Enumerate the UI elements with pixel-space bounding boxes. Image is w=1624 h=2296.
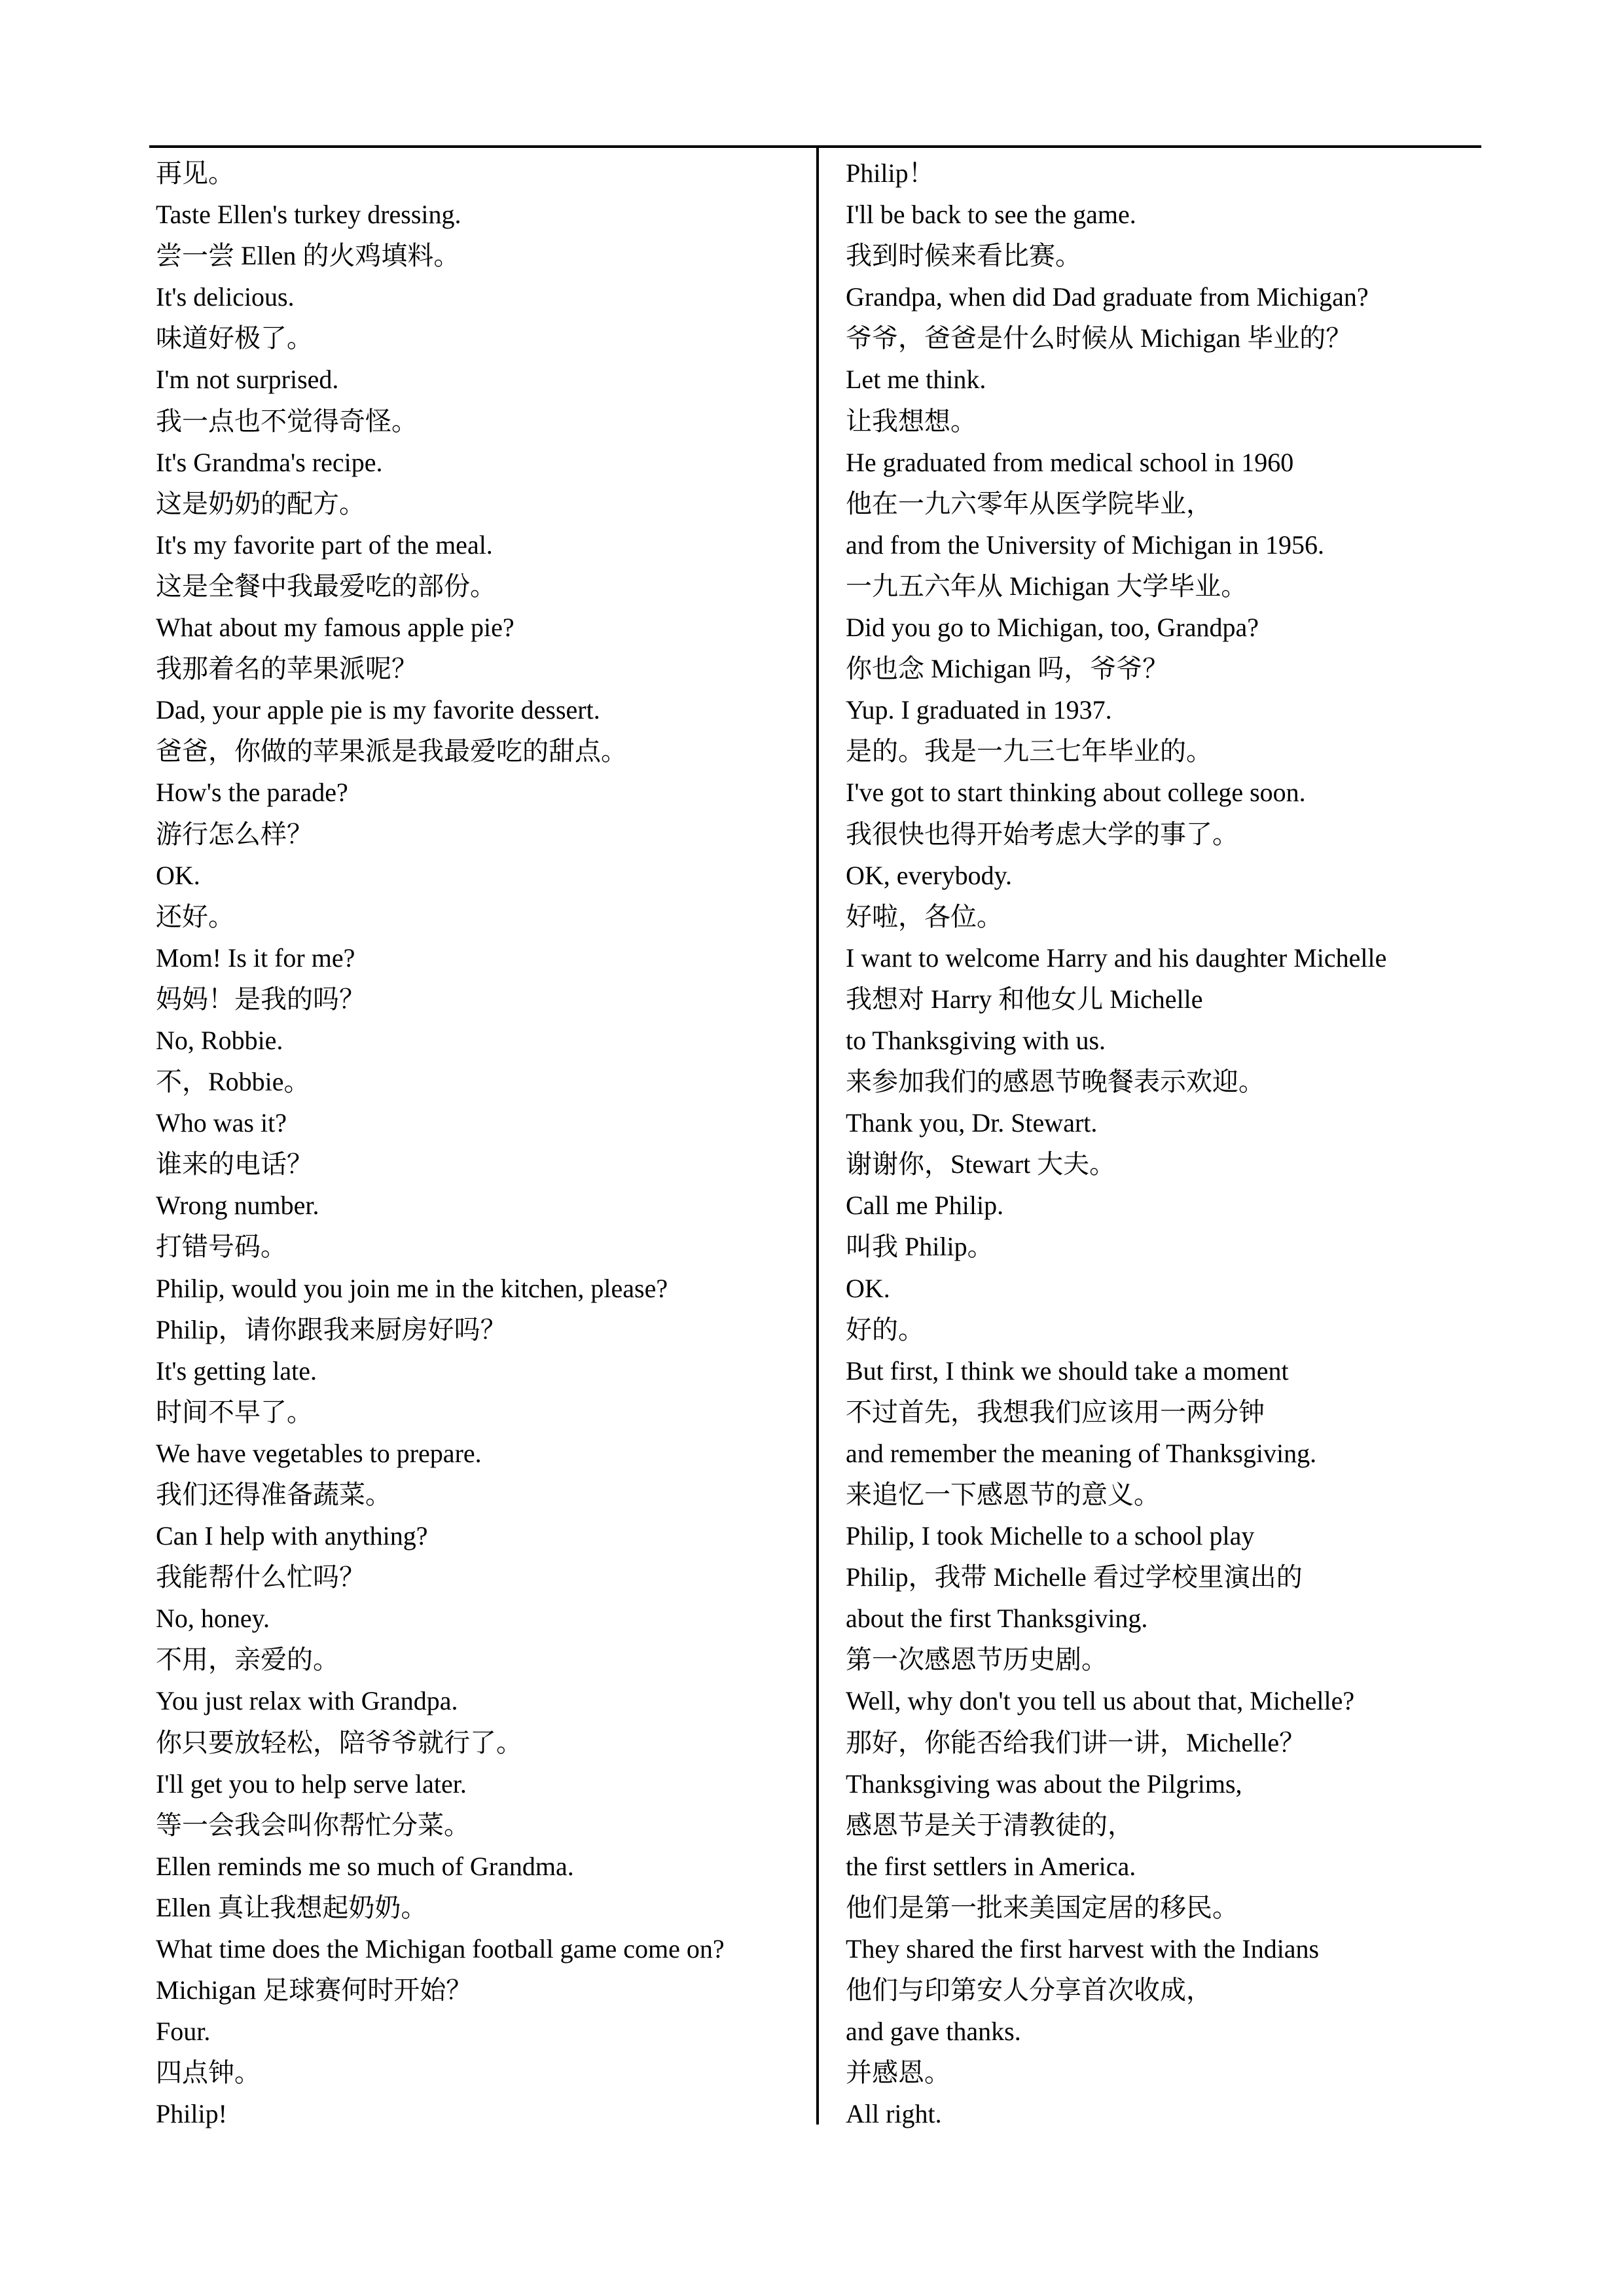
dialogue-line: Call me Philip. (846, 1191, 1004, 1221)
dialogue-line: 并感恩。 (846, 2058, 950, 2088)
dialogue-line: 我能帮什么忙吗？ (156, 1562, 365, 1592)
dialogue-line: I'll get you to help serve later. (156, 1768, 467, 1799)
dialogue-line: 好啦，各位。 (846, 901, 1003, 931)
dialogue-line: It's getting late. (156, 1355, 317, 1386)
dialogue-line: 那好，你能否给我们讲一讲，Michelle？ (846, 1727, 1306, 1757)
dialogue-line: 四点钟。 (156, 2058, 261, 2088)
dialogue-line: Philip, I took Michelle to a school play (846, 1521, 1255, 1551)
dialogue-line: 你只要放轻松，陪爷爷就行了。 (156, 1727, 522, 1757)
dialogue-line: We have vegetables to prepare. (156, 1438, 482, 1468)
dialogue-line: 等一会我会叫你帮忙分菜。 (156, 1810, 470, 1840)
dialogue-line: Let me think. (846, 365, 986, 395)
dialogue-line: Ellen reminds me so much of Grandma. (156, 1851, 574, 1881)
dialogue-line: I'm not surprised. (156, 365, 339, 395)
dialogue-line: OK, everybody. (846, 860, 1013, 890)
dialogue-line: Grandpa, when did Dad graduate from Michigan? (846, 282, 1369, 312)
dialogue-line: 他在一九六零年从医学院毕业， (846, 488, 1212, 518)
dialogue-line: You just relax with Grandpa. (156, 1686, 458, 1716)
dialogue-line: 我想对 Harry 和他女儿 Michelle (846, 984, 1203, 1014)
dialogue-line: I'll be back to see the game. (846, 200, 1136, 230)
dialogue-line: Philip！ (846, 158, 935, 188)
dialogue-line: No, honey. (156, 1604, 270, 1634)
dialogue-line: Thanksgiving was about the Pilgrims, (846, 1768, 1242, 1799)
dialogue-line: 他们是第一批来美国定居的移民。 (846, 1892, 1238, 1922)
dialogue-line: about the first Thanksgiving. (846, 1604, 1148, 1634)
dialogue-line: 来参加我们的感恩节晚餐表示欢迎。 (846, 1067, 1265, 1097)
dialogue-line: Well, why don't you tell us about that, Michelle? (846, 1686, 1355, 1716)
dialogue-line: How's the parade? (156, 778, 348, 808)
dialogue-line: 爷爷，爸爸是什么时候从 Michigan 毕业的？ (846, 323, 1352, 353)
dialogue-line: Philip，我带 Michelle 看过学校里演出的 (846, 1562, 1303, 1592)
dialogue-line: But first, I think we should take a moment (846, 1355, 1289, 1386)
dialogue-line: Who was it? (156, 1108, 287, 1138)
dialogue-line: and gave thanks. (846, 2017, 1021, 2047)
dialogue-line: 我一点也不觉得奇怪。 (156, 406, 418, 436)
left-column (156, 152, 804, 2135)
dialogue-line: 我到时候来看比赛。 (846, 241, 1081, 271)
dialogue-line: 我很快也得开始考虑大学的事了。 (846, 819, 1238, 849)
dialogue-line: Dad, your apple pie is my favorite dessert. (156, 695, 600, 725)
dialogue-line: Philip! (156, 2099, 227, 2129)
dialogue-line: Yup. I graduated in 1937. (846, 695, 1112, 725)
dialogue-line: Philip, would you join me in the kitchen, please? (156, 1273, 668, 1303)
dialogue-line: 是的。我是一九三七年毕业的。 (846, 736, 1212, 766)
dialogue-line: It's Grandma's recipe. (156, 447, 383, 477)
dialogue-line: OK. (156, 860, 200, 890)
dialogue-line: Did you go to Michigan, too, Grandpa? (846, 613, 1259, 643)
column-divider (816, 147, 819, 2125)
dialogue-line: 一九五六年从 Michigan 大学毕业。 (846, 571, 1248, 601)
dialogue-line: 来追忆一下感恩节的意义。 (846, 1480, 1160, 1509)
dialogue-line: Philip，请你跟我来厨房好吗？ (156, 1314, 507, 1344)
dialogue-line: Taste Ellen's turkey dressing. (156, 200, 461, 230)
right-column (846, 152, 1474, 2135)
dialogue-line: I've got to start thinking about college soon. (846, 778, 1306, 808)
dialogue-line: It's delicious. (156, 282, 295, 312)
dialogue-line: 感恩节是关于清教徒的， (846, 1810, 1134, 1840)
dialogue-line: Ellen 真让我想起奶奶。 (156, 1892, 427, 1922)
dialogue-line: 游行怎么样？ (156, 819, 313, 849)
dialogue-line: What time does the Michigan football game come on? (156, 1934, 725, 1964)
dialogue-line: 我们还得准备蔬菜。 (156, 1480, 391, 1509)
dialogue-line: 不，Robbie。 (156, 1067, 310, 1097)
top-rule (149, 145, 1481, 148)
dialogue-line: 尝一尝 Ellen 的火鸡填料。 (156, 241, 460, 271)
dialogue-line: OK. (846, 1273, 890, 1303)
dialogue-line: 我那着名的苹果派呢？ (156, 654, 418, 684)
dialogue-line: It's my favorite part of the meal. (156, 529, 493, 560)
dialogue-line: Wrong number. (156, 1191, 319, 1221)
dialogue-line: 谢谢你，Stewart 大夫。 (846, 1149, 1116, 1179)
dialogue-line: Can I help with anything? (156, 1521, 428, 1551)
dialogue-line: 谁来的电话？ (156, 1149, 313, 1179)
dialogue-line: He graduated from medical school in 1960 (846, 447, 1294, 477)
dialogue-line: 还好。 (156, 901, 234, 931)
dialogue-line: They shared the first harvest with the Indians (846, 1934, 1320, 1964)
dialogue-line: I want to welcome Harry and his daughter Michelle (846, 942, 1387, 973)
dialogue-line: 爸爸，你做的苹果派是我最爱吃的甜点。 (156, 736, 627, 766)
dialogue-line: 时间不早了。 (156, 1397, 313, 1427)
dialogue-line: 叫我 Philip。 (846, 1232, 994, 1262)
dialogue-line: 不过首先，我想我们应该用一两分钟 (846, 1397, 1265, 1427)
dialogue-line: All right. (846, 2099, 942, 2129)
dialogue-line: 让我想想。 (846, 406, 977, 436)
dialogue-line: 第一次感恩节历史剧。 (846, 1645, 1108, 1675)
dialogue-line: 不用，亲爱的。 (156, 1645, 339, 1675)
dialogue-line: and remember the meaning of Thanksgiving. (846, 1438, 1317, 1468)
dialogue-line: 味道好极了。 (156, 323, 313, 353)
dialogue-line: 打错号码。 (156, 1232, 287, 1262)
dialogue-line: Mom! Is it for me? (156, 942, 355, 973)
dialogue-line: 他们与印第安人分享首次收成， (846, 1975, 1212, 2005)
dialogue-line: 妈妈！是我的吗？ (156, 984, 365, 1014)
dialogue-line: 你也念 Michigan 吗，爷爷？ (846, 654, 1169, 684)
dialogue-line: and from the University of Michigan in 1956. (846, 529, 1324, 560)
dialogue-line: Michigan 足球赛何时开始？ (156, 1975, 473, 2005)
dialogue-line: 好的。 (846, 1314, 924, 1344)
dialogue-line: What about my famous apple pie? (156, 613, 514, 643)
dialogue-line: to Thanksgiving with us. (846, 1025, 1106, 1055)
dialogue-line: 这是奶奶的配方。 (156, 488, 365, 518)
dialogue-line: the first settlers in America. (846, 1851, 1136, 1881)
dialogue-line: Four. (156, 2017, 211, 2047)
dialogue-line: 再见。 (156, 158, 234, 188)
dialogue-line: No, Robbie. (156, 1025, 283, 1055)
dialogue-line: 这是全餐中我最爱吃的部份。 (156, 571, 496, 601)
dialogue-line: Thank you, Dr. Stewart. (846, 1108, 1098, 1138)
